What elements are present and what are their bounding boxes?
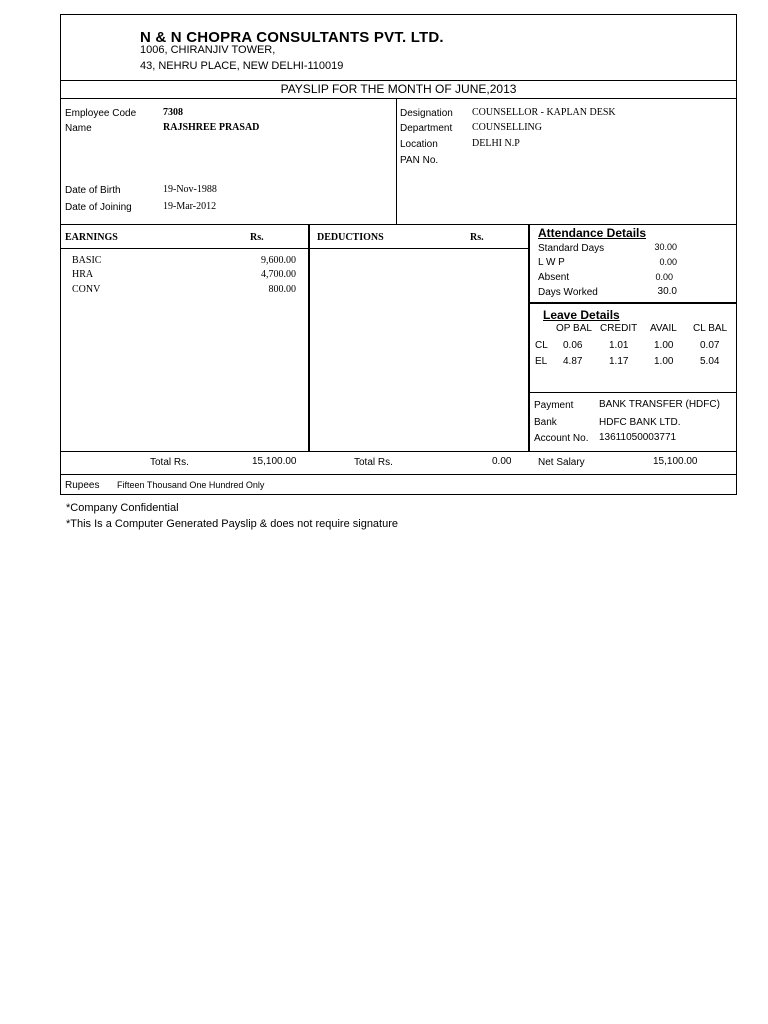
leave-row-el-avail: 1.00 bbox=[654, 356, 674, 367]
earning-amount-conv: 800.00 bbox=[268, 284, 296, 295]
leave-row-el-op-bal: 4.87 bbox=[563, 356, 583, 367]
earnings-total-value: 15,100.00 bbox=[252, 456, 297, 467]
net-salary-value: 15,100.00 bbox=[653, 456, 698, 467]
divider-title-bottom bbox=[60, 98, 737, 99]
dob-value: 19-Nov-1988 bbox=[163, 184, 217, 195]
deductions-total-value: 0.00 bbox=[492, 456, 512, 467]
attendance-label-days-worked: Days Worked bbox=[538, 287, 598, 298]
account-value: 13611050003771 bbox=[599, 432, 677, 443]
pan-label: PAN No. bbox=[400, 155, 439, 166]
leave-row-cl-avail: 1.00 bbox=[654, 340, 674, 351]
leave-title: Leave Details bbox=[543, 308, 620, 322]
leave-row-cl-cl-bal: 0.07 bbox=[700, 340, 720, 351]
earnings-header: EARNINGS bbox=[65, 232, 118, 243]
bank-label: Bank bbox=[534, 417, 557, 428]
divider-earnings-header bbox=[60, 248, 529, 249]
leave-header-credit: CREDIT bbox=[600, 323, 638, 334]
company-address-line1: 1006, CHIRANJIV TOWER, bbox=[140, 44, 276, 56]
attendance-value-lwp: 0.00 bbox=[659, 257, 677, 267]
leave-row-cl-op-bal: 0.06 bbox=[563, 340, 583, 351]
employee-code-value: 7308 bbox=[163, 107, 183, 118]
employee-name-label: Name bbox=[65, 123, 92, 134]
company-name: N & N CHOPRA CONSULTANTS PVT. LTD. bbox=[140, 29, 444, 46]
payslip-title: PAYSLIP FOR THE MONTH OF JUNE,2013 bbox=[280, 82, 517, 96]
divider-earnings-deductions bbox=[308, 224, 310, 452]
doj-label: Date of Joining bbox=[65, 202, 132, 213]
department-label: Department bbox=[400, 123, 453, 134]
earning-label-basic: BASIC bbox=[72, 255, 102, 266]
attendance-value-days-worked: 30.0 bbox=[657, 286, 677, 297]
deductions-total-label: Total Rs. bbox=[354, 457, 393, 468]
earning-amount-hra: 4,700.00 bbox=[261, 269, 296, 280]
earnings-total-label: Total Rs. bbox=[150, 457, 189, 468]
leave-header-avail: AVAIL bbox=[650, 323, 677, 334]
divider-employee-vertical bbox=[396, 98, 397, 224]
employee-code-label: Employee Code bbox=[65, 108, 137, 119]
leave-row-cl-type: CL bbox=[535, 340, 548, 351]
location-value: DELHI N.P bbox=[472, 138, 520, 149]
divider-totals-top bbox=[60, 451, 737, 452]
doj-value: 19-Mar-2012 bbox=[163, 201, 217, 212]
designation-value: COUNSELLOR - KAPLAN DESK bbox=[472, 107, 616, 118]
rupees-label: Rupees bbox=[65, 480, 100, 491]
divider-attendance-bottom bbox=[529, 302, 737, 304]
bank-value: HDFC BANK LTD. bbox=[599, 417, 681, 428]
leave-header-cl-bal: CL BAL bbox=[693, 323, 728, 334]
payment-label: Payment bbox=[534, 400, 574, 411]
designation-label: Designation bbox=[400, 108, 453, 119]
account-label: Account No. bbox=[534, 433, 589, 444]
divider-leave-bottom bbox=[529, 392, 737, 393]
location-label: Location bbox=[400, 139, 438, 150]
earnings-currency: Rs. bbox=[250, 232, 264, 243]
earning-amount-basic: 9,600.00 bbox=[261, 255, 296, 266]
rupees-words: Fifteen Thousand One Hundred Only bbox=[117, 480, 265, 490]
leave-row-el-type: EL bbox=[535, 356, 548, 367]
earning-label-conv: CONV bbox=[72, 284, 101, 295]
attendance-value-absent: 0.00 bbox=[655, 272, 673, 282]
divider-employee-bottom bbox=[60, 224, 737, 225]
attendance-label-absent: Absent bbox=[538, 272, 570, 283]
employee-name-value: RAJSHREE PRASAD bbox=[163, 122, 260, 133]
deductions-header: DEDUCTIONS bbox=[317, 232, 384, 243]
divider-totals-bottom bbox=[60, 474, 737, 475]
deductions-currency: Rs. bbox=[470, 232, 484, 243]
attendance-label-standard-days: Standard Days bbox=[538, 243, 605, 254]
leave-header-op-bal: OP BAL bbox=[556, 323, 592, 334]
divider-deductions-right bbox=[528, 224, 530, 452]
attendance-value-standard-days: 30.00 bbox=[654, 242, 677, 252]
border-top bbox=[60, 14, 737, 15]
leave-row-cl-credit: 1.01 bbox=[609, 340, 629, 351]
footer-note-computer-generated: *This Is a Computer Generated Payslip & does not require signature bbox=[66, 518, 399, 530]
attendance-title: Attendance Details bbox=[538, 226, 647, 240]
company-address-line2: 43, NEHRU PLACE, NEW DELHI-110019 bbox=[140, 60, 344, 72]
divider-title-top bbox=[60, 80, 737, 81]
dob-label: Date of Birth bbox=[65, 185, 121, 196]
leave-row-el-cl-bal: 5.04 bbox=[700, 356, 720, 367]
leave-row-el-credit: 1.17 bbox=[609, 356, 629, 367]
payment-value: BANK TRANSFER (HDFC) bbox=[599, 399, 720, 410]
border-bottom bbox=[60, 494, 737, 495]
footer-note-confidential: *Company Confidential bbox=[66, 502, 179, 514]
attendance-label-lwp: L W P bbox=[538, 257, 565, 268]
earning-label-hra: HRA bbox=[72, 269, 94, 280]
net-salary-label: Net Salary bbox=[538, 457, 585, 468]
department-value: COUNSELLING bbox=[472, 122, 542, 133]
